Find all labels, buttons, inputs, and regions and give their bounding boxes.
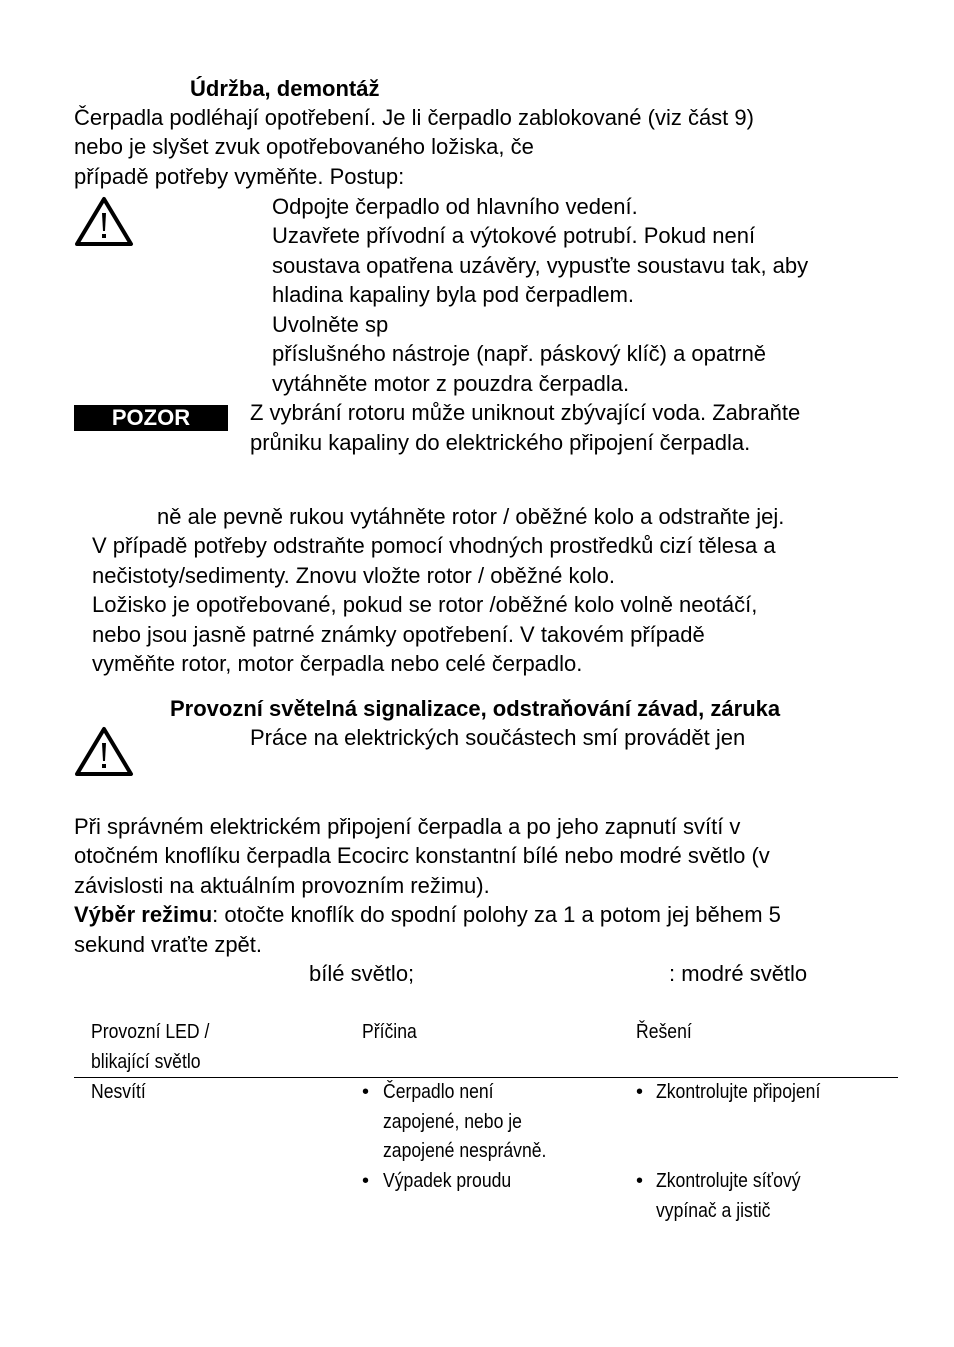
rotor-line-5: nebo jsou jasně patrné známky opotřebení. V takovém případě — [92, 622, 705, 647]
mode-label: Výběr režimu — [74, 902, 213, 927]
table-header-solution: Řešení — [636, 1021, 692, 1043]
rotor-line-4: Ložisko je opotřebované, pokud se rotor /oběžné kolo volně neotáčí, — [92, 592, 758, 617]
table-header-led-1: Provozní LED / — [91, 1021, 210, 1043]
intro-line-3: případě potřeby vyměňte. Postup: — [74, 164, 405, 189]
signals-paragraph-2: otočném knoflíku čerpadla Ecocirc konstantní bílé nebo modré světlo (v — [74, 843, 770, 868]
warning-step-6: příslušného nástroje (např. páskový klíč) a opatrně — [272, 341, 767, 366]
mode-line-2: sekund vraťte zpět. — [74, 932, 263, 957]
rotor-line-2: V případě potřeby odstraňte pomocí vhodných prostředků cizí tělesa a — [92, 533, 776, 558]
warning-step-2: Uzavřete přívodní a výtokové potrubí. Pokud není — [272, 223, 756, 248]
pozor-text-2: průniku kapaliny do elektrického připojení čerpadla. — [250, 430, 751, 455]
table-header-cause: Příčina — [362, 1021, 417, 1043]
solution-bullet-1: • — [636, 1081, 644, 1103]
solution-bullet-2: • — [636, 1170, 644, 1192]
solution-2-line-2: vypínač a jistič — [656, 1200, 771, 1222]
white-light-label: bílé světlo; — [309, 961, 415, 986]
signals-warning-text: Práce na elektrických součástech smí provádět jen — [250, 725, 746, 750]
intro-line-1: Čerpadla podléhají opotřebení. Je li čerpadlo zablokované (viz část 9) — [74, 105, 754, 130]
cause-bullet-1: • — [362, 1081, 370, 1103]
warning-triangle-icon — [74, 726, 134, 778]
warning-step-7: vytáhněte motor z pouzdra čerpadla. — [272, 371, 630, 396]
cause-1-line-2: zapojené, nebo je — [383, 1111, 522, 1133]
rotor-line-3: nečistoty/sedimenty. Znovu vložte rotor / oběžné kolo. — [92, 563, 615, 588]
warning-step-4: hladina kapaliny byla pod čerpadlem. — [272, 282, 635, 307]
warning-step-3: soustava opatřena uzávěry, vypusťte soustavu tak, aby — [272, 253, 809, 278]
intro-line-2: nebo je slyšet zvuk opotřebovaného ložiska, če — [74, 134, 534, 159]
pozor-text-1: Z vybrání rotoru může uniknout zbývající voda. Zabraňte — [250, 400, 801, 425]
cause-1-line-1: Čerpadlo není — [383, 1081, 494, 1103]
warning-step-1: Odpojte čerpadlo od hlavního vedení. — [272, 194, 638, 219]
warning-step-5: Uvolněte sp — [272, 312, 389, 337]
cause-bullet-2: • — [362, 1170, 370, 1192]
signals-heading: Provozní světelná signalizace, odstraňování závad, záruka — [170, 696, 781, 721]
cause-1-line-3: zapojené nesprávně. — [383, 1140, 547, 1162]
mode-line — [74, 900, 781, 930]
rotor-line-1: ně ale pevně rukou vytáhněte rotor / oběžné kolo a odstraňte jej. — [157, 504, 785, 529]
signals-paragraph-3: závislosti na aktuálním provozním režimu). — [74, 873, 490, 898]
warning-triangle-icon — [74, 196, 134, 248]
cause-2-line-1: Výpadek proudu — [383, 1170, 512, 1192]
table-cell-led: Nesvítí — [91, 1081, 146, 1103]
rotor-line-6: vyměňte rotor, motor čerpadla nebo celé čerpadlo. — [92, 651, 583, 676]
solution-2-line-1: Zkontrolujte síťový — [656, 1170, 801, 1192]
pozor-badge: POZOR — [74, 405, 228, 431]
signals-paragraph-1: Při správném elektrickém připojení čerpadla a po jeho zapnutí svítí v — [74, 814, 741, 839]
table-header-led-2: blikající světlo — [91, 1051, 201, 1073]
mode-text: : otočte knoflík do spodní polohy za 1 a potom jej během 5 — [212, 902, 781, 927]
solution-1-line-1: Zkontrolujte připojení — [656, 1081, 821, 1103]
maintenance-heading: Údržba, demontáž — [190, 76, 380, 101]
blue-light-label: : modré světlo — [669, 961, 808, 986]
